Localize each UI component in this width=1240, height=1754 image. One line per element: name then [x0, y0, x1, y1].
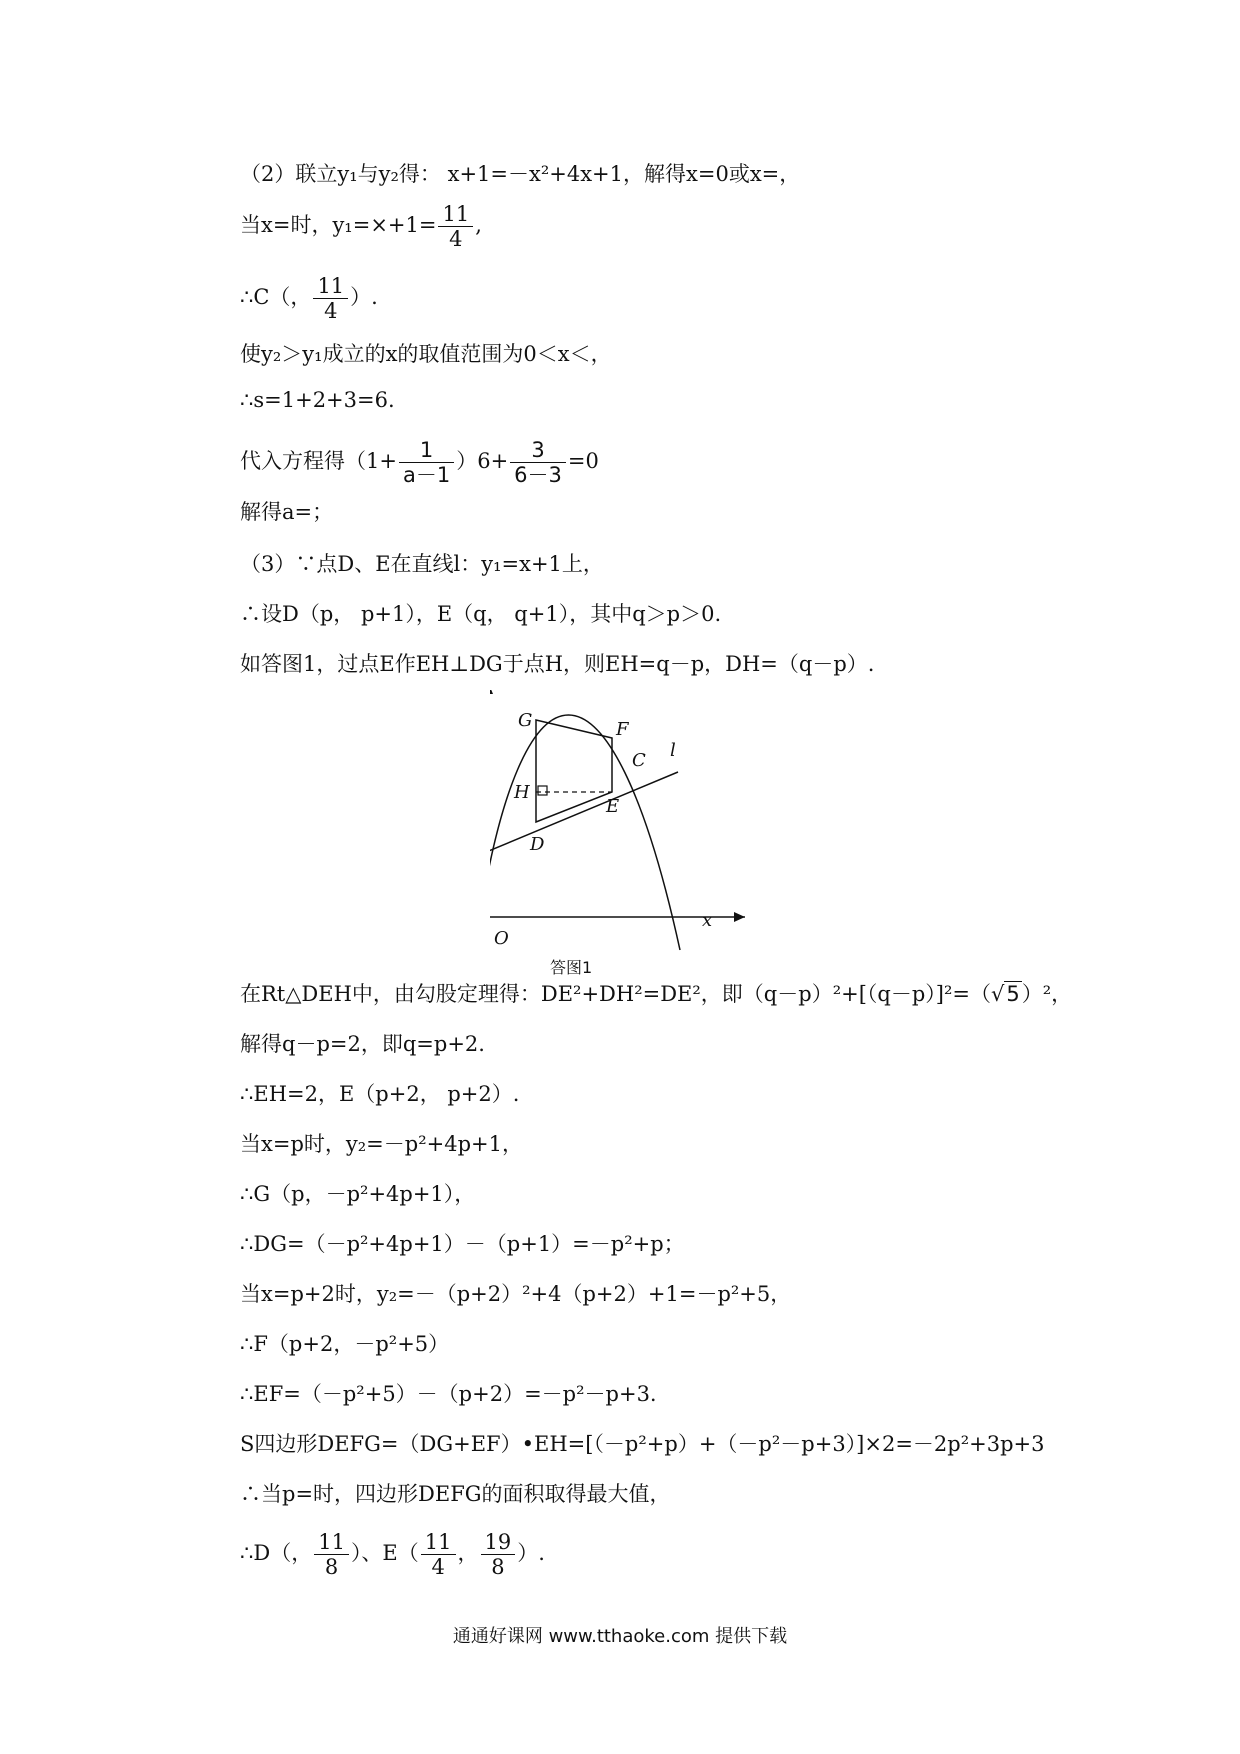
- quadrilateral-defg: [536, 720, 612, 822]
- text-line: ∴当p=时，四边形DEFG的面积取得最大值，: [240, 1482, 671, 1506]
- denominator: 4: [449, 227, 463, 251]
- fraction: [399, 438, 454, 487]
- text-segment: ）²，: [1021, 982, 1073, 1006]
- text-line: 当x=时，y₁=×+1= $\frac{11}{4}$ ,: [240, 202, 482, 251]
- text-segment: ，: [457, 1541, 479, 1565]
- text-line: ∴G（p，－p²+4p+1），: [240, 1182, 476, 1206]
- right-angle-mark-icon: [538, 786, 547, 795]
- numerator: 19: [481, 1530, 516, 1555]
- text-line: （3）∵点D、E在直线l：y₁=x+1上，: [240, 552, 604, 576]
- y-axis-arrow-icon: [490, 690, 493, 694]
- fraction: [510, 438, 566, 487]
- line-l-label: l: [670, 740, 676, 761]
- fraction: [481, 1530, 516, 1579]
- text-line: 解得a=；: [240, 500, 334, 524]
- fraction: [421, 1530, 456, 1579]
- text-line: [240, 980, 1072, 1008]
- answer-figure-1: [490, 690, 810, 980]
- denominator: 4: [431, 1555, 445, 1579]
- point-f-label: F: [616, 719, 629, 740]
- text-segment: 当x=时，y₁=×+1=: [240, 213, 437, 237]
- point-g-label: G: [518, 710, 533, 731]
- text-segment: ∴D（，: [240, 1541, 313, 1565]
- point-e-label: E: [606, 796, 620, 817]
- numerator: 3: [510, 438, 566, 463]
- text-line: ∴EF=（－p²+5）－（p+2）=－p²－p+3.: [240, 1382, 657, 1406]
- text-segment: =0: [567, 449, 599, 473]
- text-line: [240, 438, 599, 487]
- text-line: 当x=p+2时，y₂=－（p+2）²+4（p+2）+1=－p²+5，: [240, 1282, 792, 1306]
- point-d-label: D: [530, 834, 545, 855]
- denominator: 6－3: [514, 463, 562, 487]
- numerator: 11: [421, 1530, 456, 1555]
- text-segment: 代入方程得（1+: [240, 449, 397, 473]
- text-line: ∴s=1+2+3=6.: [240, 388, 395, 412]
- fraction: [438, 202, 473, 251]
- numerator: 11: [314, 1530, 349, 1555]
- page-footer: 通通好课网 www.tthaoke.com 提供下载: [452, 1626, 788, 1647]
- sqrt-expression: √5: [991, 982, 1020, 1006]
- text-segment: ∴C（，: [240, 285, 312, 309]
- origin-label: O: [494, 928, 509, 949]
- text-line: [240, 1530, 545, 1579]
- point-c-label: C: [632, 750, 646, 771]
- fraction: [314, 1530, 349, 1579]
- denominator: 4: [324, 299, 338, 323]
- text-line: ∴F（p+2，－p²+5）: [240, 1332, 450, 1356]
- text-line: ∴EH=2，E（p+2， p+2）.: [240, 1082, 520, 1106]
- denominator: 8: [324, 1555, 339, 1579]
- numerator: 11: [313, 274, 348, 299]
- text-segment: ）.: [517, 1541, 545, 1565]
- text-line: （2）联立y₁与y₂得： x+1=－x²+4x+1，解得x=0或x=，: [240, 162, 801, 186]
- text-line: 当x=p时，y₂=－p²+4p+1，: [240, 1132, 523, 1156]
- text-segment: ）、E（: [350, 1541, 419, 1565]
- text-line: 解得q－p=2，即q=p+2.: [240, 1032, 485, 1056]
- radicand: 5: [1006, 982, 1020, 1006]
- text-line: ∴C（， $\frac{11}{4}$ ）.: [240, 274, 378, 323]
- fraction: [313, 274, 348, 323]
- x-axis-arrow-icon: [734, 912, 745, 922]
- figure-caption: 答图1: [550, 958, 593, 977]
- text-line: 如答图1，过点E作EH⊥DG于点H，则EH=q－p，DH=（q－p）.: [240, 652, 875, 676]
- parabola-curve: [490, 715, 680, 950]
- text-line: S四边形DEFG=（DG+EF）•EH=[（－p²+p）+（－p²－p+3）]×2=－2p²+3p+3: [240, 1432, 1045, 1456]
- numerator: 11: [438, 202, 473, 227]
- x-axis-label: x: [702, 910, 713, 931]
- numerator: 1: [399, 438, 454, 463]
- text-line: 使y₂＞y₁成立的x的取值范围为0＜x＜，: [240, 342, 612, 366]
- text-segment: 在Rt△DEH中，由勾股定理得：DE²+DH²=DE²，即（q－p）²+[（q－p）]²=（: [240, 982, 991, 1006]
- denominator: 8: [491, 1555, 505, 1579]
- text-line: ∴DG=（－p²+4p+1）－（p+1）=－p²+p；: [240, 1232, 685, 1256]
- point-h-label: H: [514, 782, 530, 803]
- text-segment: ）6+: [456, 449, 509, 473]
- text-line: ∴设D（p， p+1），E（q， q+1），其中q＞p＞0.: [240, 602, 722, 626]
- denominator: a－1: [402, 463, 451, 487]
